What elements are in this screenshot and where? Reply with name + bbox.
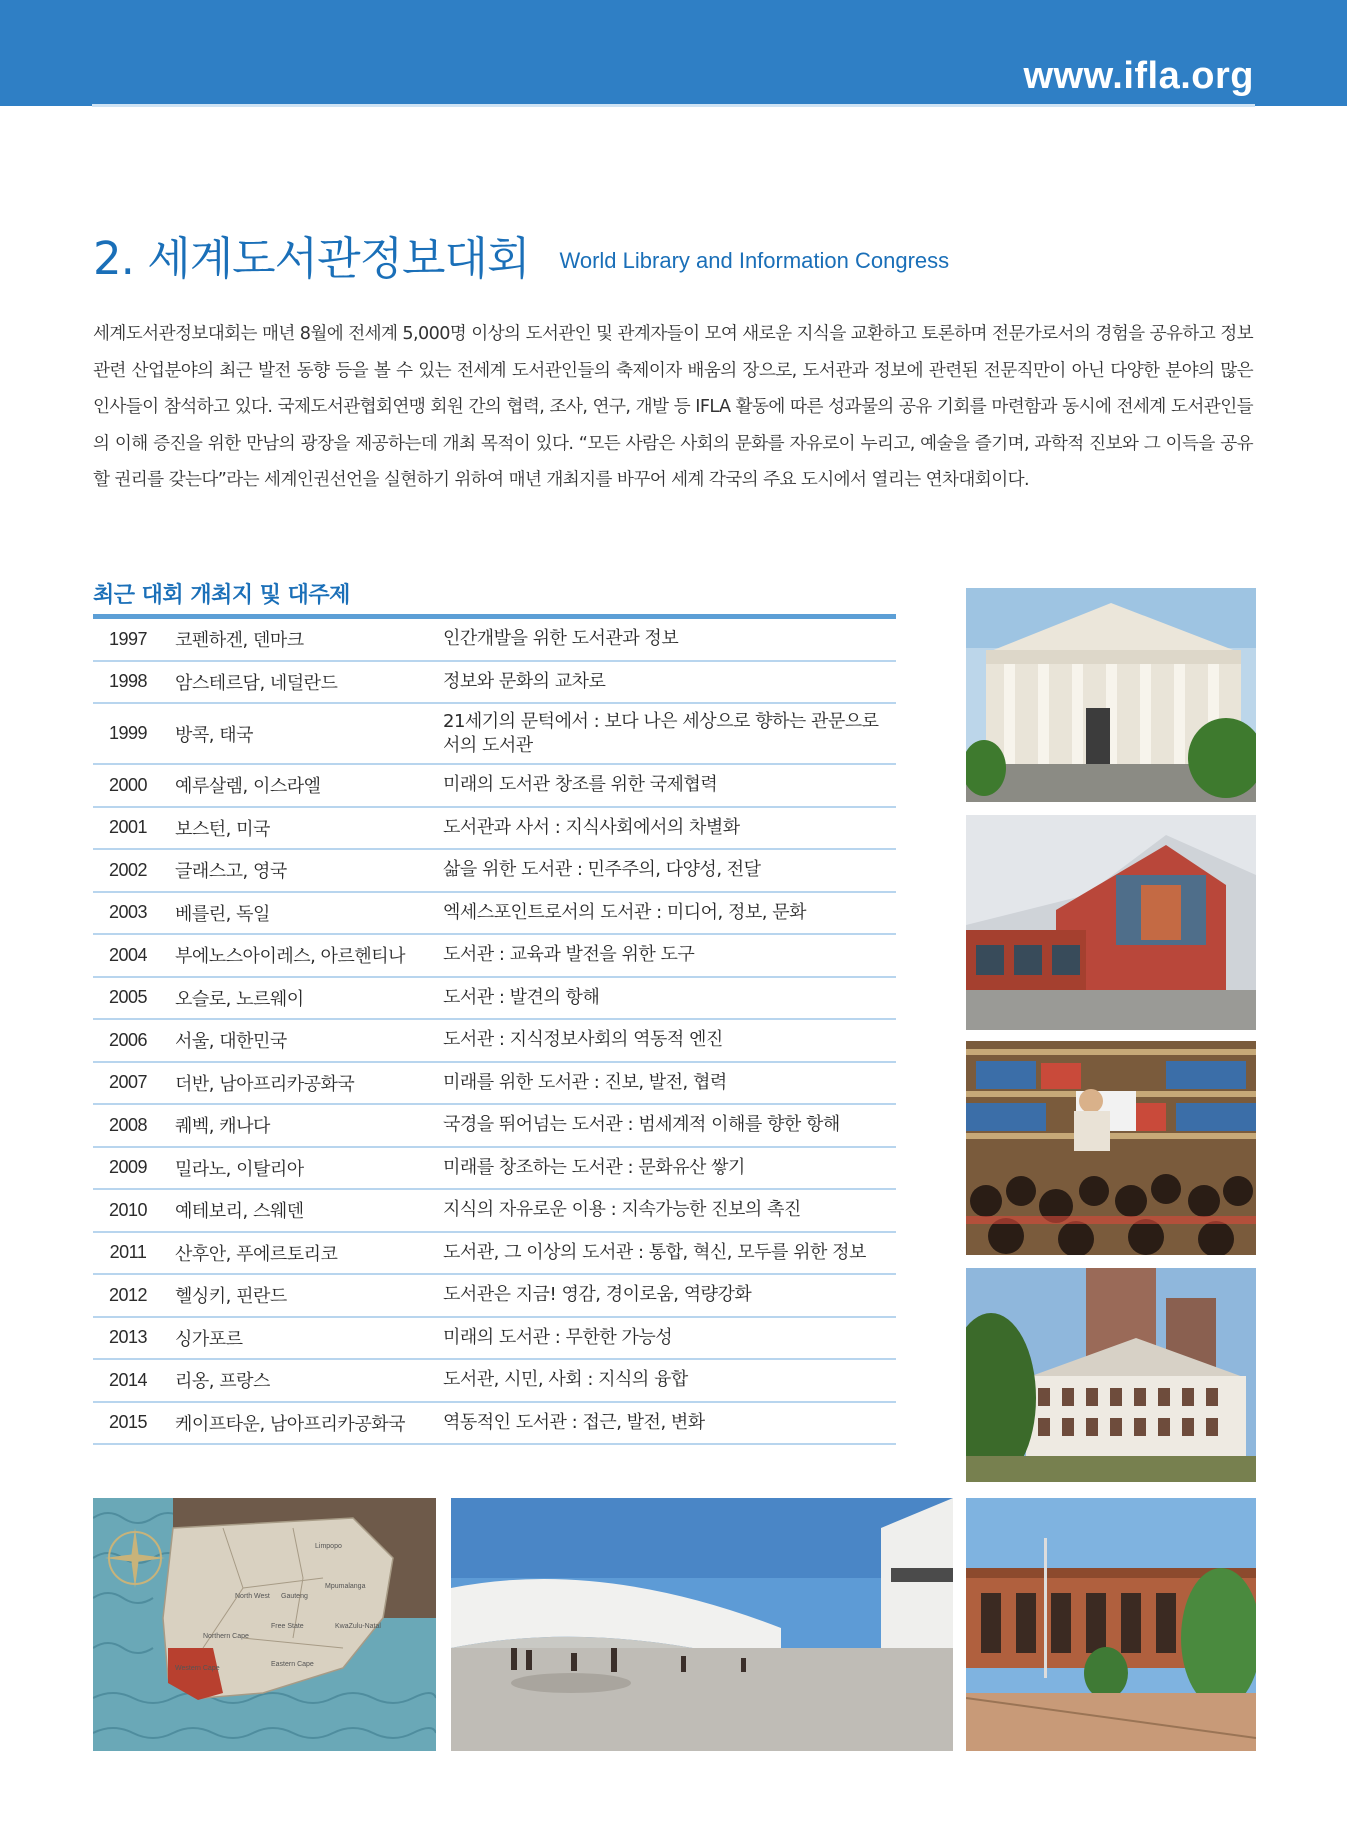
theme-cell: 미래를 창조하는 도서관 : 문화유산 쌓기 xyxy=(443,1156,745,1178)
table-row xyxy=(93,1105,896,1148)
table-row xyxy=(93,1190,896,1233)
theme-cell: 도서관, 시민, 사회 : 지식의 융합 xyxy=(443,1369,688,1391)
theme-cell: 정보와 문화의 교차로 xyxy=(443,670,606,692)
theme-cell: 미래를 위한 도서관 : 진보, 발전, 협력 xyxy=(443,1071,727,1093)
city-cell: 글래스고, 영국 xyxy=(175,861,287,883)
table-row xyxy=(93,1318,896,1361)
year-cell: 2004 xyxy=(108,944,148,965)
year-cell: 2012 xyxy=(108,1284,148,1305)
year-cell: 2013 xyxy=(108,1327,148,1348)
table-row xyxy=(93,978,896,1021)
table-row xyxy=(93,1148,896,1191)
table-row xyxy=(93,935,896,978)
table-row xyxy=(93,704,896,765)
year-cell: 2007 xyxy=(108,1072,148,1093)
campus-panorama-photo xyxy=(451,1498,953,1751)
host-table-heading: 최근 대회 개최지 및 대주제 xyxy=(93,583,350,608)
table-row xyxy=(93,893,896,936)
theme-cell: 역동적인 도서관 : 접근, 발전, 변화 xyxy=(443,1411,705,1433)
city-cell: 부에노스아이레스, 아르헨티나 xyxy=(175,946,405,968)
theme-cell: 미래의 도서관 : 무한한 가능성 xyxy=(443,1326,673,1348)
table-row xyxy=(93,850,896,893)
city-cell: 암스테르담, 네덜란드 xyxy=(175,672,338,694)
city-cell: 코펜하겐, 덴마크 xyxy=(175,630,304,652)
city-cell: 서울, 대한민국 xyxy=(175,1031,287,1053)
table-row xyxy=(93,1020,896,1063)
city-cell: 방콕, 태국 xyxy=(175,724,253,746)
theme-cell: 도서관 : 발견의 항해 xyxy=(443,986,600,1008)
section-heading xyxy=(93,222,949,287)
storytime-children-photo xyxy=(966,1041,1256,1255)
year-cell: 2005 xyxy=(108,987,148,1008)
year-cell: 2010 xyxy=(108,1199,148,1220)
table-row xyxy=(93,1233,896,1276)
theme-cell: 인간개발을 위한 도서관과 정보 xyxy=(443,628,679,650)
year-cell: 2006 xyxy=(108,1029,148,1050)
neoclassical-library-photo xyxy=(966,588,1256,802)
section-title-ko: 2. 세계도서관정보대회 xyxy=(93,232,530,285)
year-cell: 2000 xyxy=(108,774,148,795)
theme-cell: 엑세스포인트로서의 도서관 : 미디어, 정보, 문화 xyxy=(443,901,806,923)
year-cell: 2014 xyxy=(108,1369,148,1390)
map-label-kwazulu-natal: KwaZulu-Natal xyxy=(335,1623,381,1630)
modern-library-photo xyxy=(966,1498,1256,1751)
year-cell: 2001 xyxy=(108,817,148,838)
map-label-mpumalanga: Mpumalanga xyxy=(325,1583,366,1590)
map-label-north-west: North West xyxy=(235,1593,270,1600)
city-cell: 리옹, 프랑스 xyxy=(175,1371,270,1393)
year-cell: 1997 xyxy=(108,628,148,649)
city-cell: 예테보리, 스웨덴 xyxy=(175,1201,304,1223)
intro-paragraph: 세계도서관정보대회는 매년 8월에 전세계 5,000명 이상의 도서관인 및 관계자들이 모여 새로운 지식을 교환하고 토론하며 전문가로서의 경험을 공유하고 정보관련 산업분야의 최근 발전 동향 등을 볼 수 있는 전세계 도서관인들의 축제이자 배움의 장으로, 도서관과 정보에 관련된 전문직만이 아닌 다양한 분야의 많은 인사들이 참석하고 있다. 국제도서관협회연맹 회원 간의 협력, 조사, 연구, 개발 등 IFLA 활동에 따른 성과물의 공유 기회를 마련함과 동시에 전세계 도서관인들의 이해 증진을 위한 만남의 광장을 제공하는데 개최 목적이 있다. “모든 사람은 사회의 문화를 자유로이 누리고, 예술을 즐기며, 과학적 진보와 그 이득을 공유할 권리를 갖는다”라는 세계인권선언을 실현하기 위하여 매년 개최지를 바꾸어 세계 각국의 주요 도시에서 열리는 연차대회이다. xyxy=(93,324,1253,490)
map-label-northern-cape: Northern Cape xyxy=(203,1633,249,1640)
city-cell: 보스턴, 미국 xyxy=(175,818,270,840)
year-cell: 2003 xyxy=(108,902,148,923)
year-cell: 2011 xyxy=(109,1242,147,1263)
table-row xyxy=(93,1360,896,1403)
table-row xyxy=(93,1063,896,1106)
map-label-eastern-cape: Eastern Cape xyxy=(271,1661,314,1668)
year-cell: 1999 xyxy=(108,723,148,743)
host-table xyxy=(93,619,896,1445)
theme-cell: 미래의 도서관 창조를 위한 국제협력 xyxy=(443,774,718,796)
parliament-building-photo xyxy=(966,1268,1256,1482)
theme-cell: 도서관 : 지식정보사회의 역동적 엔진 xyxy=(443,1029,723,1051)
year-cell: 2002 xyxy=(108,859,148,880)
theme-cell: 국경을 뛰어넘는 도서관 : 범세계적 이해를 향한 항해 xyxy=(443,1114,840,1136)
table-row xyxy=(93,1275,896,1318)
theme-cell: 지식의 자유로운 이용 : 지속가능한 진보의 촉진 xyxy=(443,1199,801,1221)
table-row xyxy=(93,662,896,705)
city-cell: 베를린, 독일 xyxy=(175,903,270,925)
table-row xyxy=(93,1403,896,1446)
year-cell: 1998 xyxy=(108,671,148,692)
ifla-url[interactable]: www.ifla.org xyxy=(1023,55,1254,97)
map-label-gauteng: Gauteng xyxy=(281,1593,308,1600)
theme-cell: 도서관 : 교육과 발전을 위한 도구 xyxy=(443,944,695,966)
year-cell: 2015 xyxy=(108,1412,148,1433)
table-row xyxy=(93,619,896,662)
table-row xyxy=(93,808,896,851)
theme-cell: 21세기의 문턱에서 : 보다 나은 세상으로 향하는 관문으로서의 도서관 xyxy=(443,710,879,756)
city-cell: 싱가포르 xyxy=(175,1328,243,1350)
year-cell: 2008 xyxy=(108,1114,148,1135)
year-cell: 2009 xyxy=(108,1157,148,1178)
theme-cell: 도서관, 그 이상의 도서관 : 통합, 혁신, 모두를 위한 정보 xyxy=(443,1241,866,1263)
map-label-western-cape: Western Cape xyxy=(175,1665,220,1672)
city-cell: 퀘벡, 캐나다 xyxy=(175,1116,270,1138)
city-cell: 예루살렘, 이스라엘 xyxy=(175,776,321,798)
table-row xyxy=(93,765,896,808)
header-rule xyxy=(92,104,1255,107)
theme-cell: 도서관은 지금! 영감, 경이로움, 역량강화 xyxy=(443,1284,752,1306)
city-cell: 산후안, 푸에르토리코 xyxy=(175,1243,338,1265)
city-cell: 오슬로, 노르웨이 xyxy=(175,988,304,1010)
theme-cell: 도서관과 사서 : 지식사회에서의 차별화 xyxy=(443,816,740,838)
map-label-free-state: Free State xyxy=(271,1623,304,1630)
city-cell: 헬싱키, 핀란드 xyxy=(175,1286,287,1308)
section-title-en: World Library and Information Congress xyxy=(559,248,950,273)
city-cell: 더반, 남아프리카공화국 xyxy=(175,1073,355,1095)
map-label-limpopo: Limpopo xyxy=(315,1543,342,1550)
city-cell: 밀라노, 이탈리아 xyxy=(175,1158,304,1180)
city-cell: 케이프타운, 남아프리카공화국 xyxy=(175,1413,405,1435)
south-africa-map-photo xyxy=(93,1498,436,1751)
theme-cell: 삶을 위한 도서관 : 민주주의, 다양성, 전달 xyxy=(443,859,761,881)
red-brick-library-photo xyxy=(966,815,1256,1030)
